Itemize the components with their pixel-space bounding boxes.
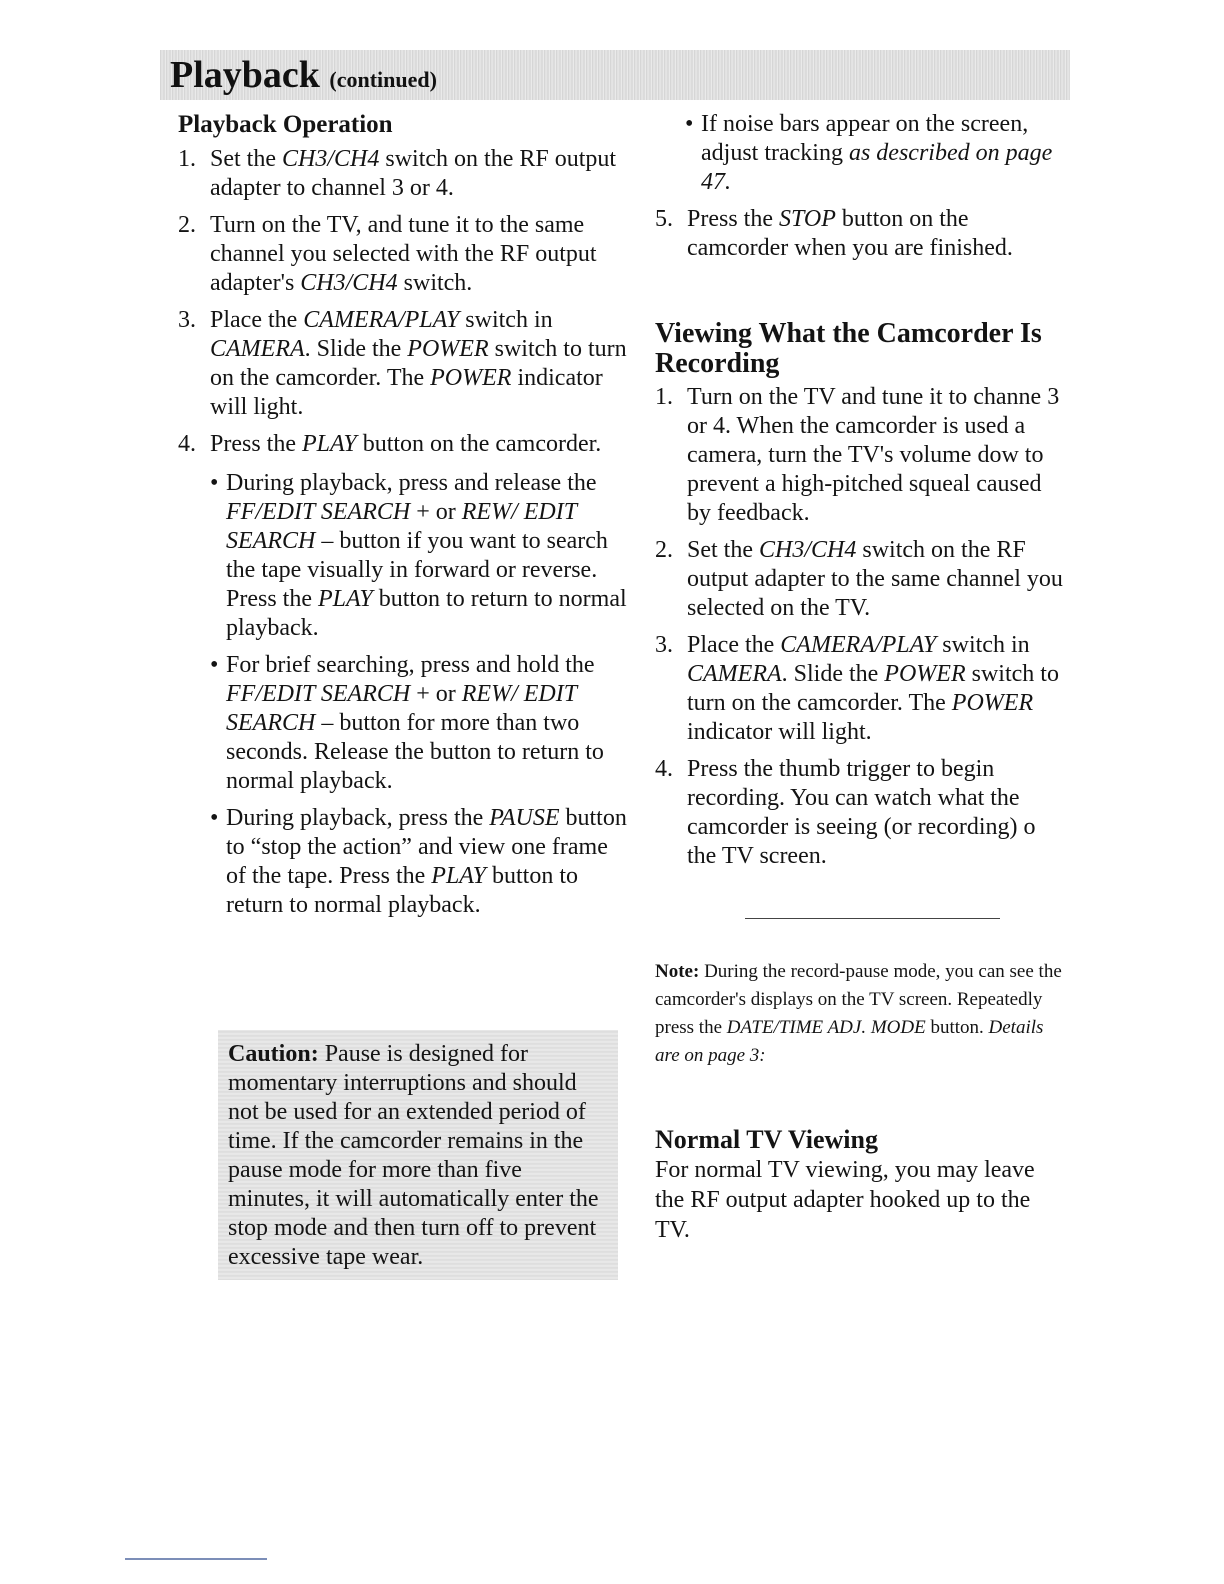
normal-tv-section xyxy=(655,1125,1069,1245)
playback-step-5: 5. Press the STOP button on the camcorder when you are finished. xyxy=(655,206,1013,261)
playback-operation-heading: Playback Operation xyxy=(178,111,393,138)
tracking-bullet-list xyxy=(655,110,1069,197)
tracking-bullet: • If noise bars appear on the screen, adjust tracking as described on page 47. xyxy=(685,111,1053,195)
playback-bullets xyxy=(210,469,628,920)
playback-bullet: • During playback, press the PAUSE button to “stop the action” and view one frame of the tape. Press the PLAY button to return to normal playback. xyxy=(210,805,627,918)
caution-label: Caution: xyxy=(228,1041,319,1067)
playback-step: 4. Press the PLAY button on the camcorder. • During playback, press and release the FF/EDIT SEARCH + or REW/ EDIT SEARCH – button if you want to search the tape visually in forward or reverse. Press the PLAY button to return to normal playback. • For brief searching, press and hold the FF/EDIT SEARCH + or REW/ EDIT SEARCH – button for more than two seconds. Release the button to return to normal playback. • During playback, press the PAUSE button to “stop the action” and view one frame of the tape. Press the PLAY button to return to normal playback. xyxy=(178,431,627,918)
normal-tv-text: For normal TV viewing, you may leave the RF output adapter hooked up to the TV. xyxy=(655,1157,1035,1243)
playback-step: 1. Set the CH3/CH4 switch on the RF output adapter to channel 3 or 4. xyxy=(178,146,617,201)
note-block: Note: During the record-pause mode, you can see the camcorder's displays on the TV screen. Repeatedly press the DATE/TIME ADJ. MODE button. Details are on page 3: xyxy=(655,961,1062,1066)
viewing-step: 3. Place the CAMERA/PLAY switch in CAMERA. Slide the POWER switch to turn on the camcorder. The POWER indicator will light. xyxy=(655,632,1059,745)
section-divider xyxy=(745,918,1000,919)
right-column xyxy=(655,110,1069,879)
viewing-step: 1. Turn on the TV and tune it to channe 3 or 4. When the camcorder is used a camera, turn the TV's volume dow to prevent a high-pitched squeal caused by feedback. xyxy=(655,384,1060,526)
page-title: Playback (continued) xyxy=(170,54,437,96)
normal-tv-heading: Normal TV Viewing xyxy=(655,1125,878,1154)
viewing-step: 4. Press the thumb trigger to begin recording. You can watch what the camcorder is seeing (or recording) o the TV screen. xyxy=(655,756,1036,869)
playback-bullet: • For brief searching, press and hold the FF/EDIT SEARCH + or REW/ EDIT SEARCH – button for more than two seconds. Release the button to return to normal playback. xyxy=(210,652,604,794)
caution-box xyxy=(218,1030,618,1280)
playback-steps xyxy=(178,145,628,920)
footer-rule xyxy=(125,1558,267,1560)
caution-text: Pause is designed for momentary interruptions and should not be used for an extended period of time. If the camcorder remains in the pause mode for more than five minutes, it will automatically enter the stop mode and then turn off to prevent excessive tape wear. xyxy=(228,1041,599,1270)
section-header-bar xyxy=(160,50,1070,100)
note-label: Note: xyxy=(655,961,700,982)
playback-step: 2. Turn on the TV, and tune it to the same channel you selected with the RF output adapter's CH3/CH4 switch. xyxy=(178,212,597,296)
playback-step: 3. Place the CAMERA/PLAY switch in CAMERA. Slide the POWER switch to turn on the camcorder. The POWER indicator will light. xyxy=(178,307,627,420)
viewing-steps xyxy=(655,383,1069,871)
page-subtitle: (continued) xyxy=(329,67,437,92)
viewing-step: 2. Set the CH3/CH4 switch on the RF output adapter to the same channel you selected on the TV. xyxy=(655,537,1063,621)
playback-step-5-list xyxy=(655,205,1069,263)
viewing-heading: Viewing What the Camcorder Is Recording xyxy=(655,318,1042,379)
left-column xyxy=(178,110,628,928)
playback-bullet: • During playback, press and release the FF/EDIT SEARCH + or REW/ EDIT SEARCH – button if you want to search the tape visually in forward or reverse. Press the PLAY button to return to normal playback. xyxy=(210,470,627,641)
